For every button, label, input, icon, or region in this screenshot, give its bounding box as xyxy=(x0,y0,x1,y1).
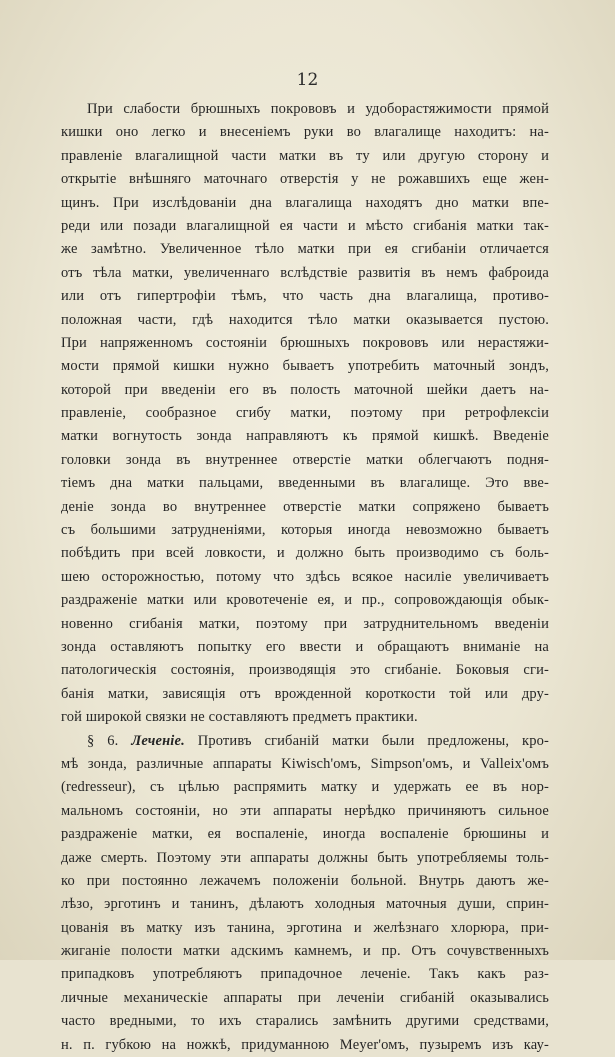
section-number: § 6. xyxy=(87,732,119,749)
text-line: побѣдить при всей ловкости, и должно быть производимо съ боль- xyxy=(61,545,549,562)
text-line: тіемъ дна матки пальцами, введенными въ влагалище. Это вве- xyxy=(61,475,549,492)
text-line: матки вогнутость зонда направляютъ къ прямой кишкѣ. Введеніе xyxy=(61,428,549,445)
text-line: мости прямой кишки нужно бываетъ употребить маточный зондъ, xyxy=(61,358,549,375)
text-line: реди или позади влагалищной ея части и мѣсто сгибанія матки так- xyxy=(61,217,549,234)
text-line: (redresseur), съ цѣлью распрямить матку и удержать ее въ нор- xyxy=(61,779,549,796)
text-line: деніе зонда во внутреннее отверстіе матки сопряжено бываетъ xyxy=(61,498,549,515)
text-line: личные механическіе аппараты при леченіи сгибаній оказывались xyxy=(61,989,549,1006)
text-line: раздраженіе матки или кровотеченіе ея, и пр., сопровождающія обык- xyxy=(61,592,549,609)
text-line: новенно сгибанія матки, поэтому при затруднительномъ введеніи xyxy=(61,615,549,632)
text-line: правленіе влагалищной части матки въ ту или другую сторону и xyxy=(61,147,549,164)
text-line: открытіе внѣшняго маточнаго отверстія у не рожавшихъ еще жен- xyxy=(61,171,549,188)
text-line-rest: Противъ сгибаній матки были предложены, кро- xyxy=(197,732,549,749)
text-line: н. п. губкою на ножкѣ, придуманною Meyer'омъ, пузыремъ изъ кау- xyxy=(61,1036,549,1053)
text-line: отъ тѣла матки, увеличеннаго вслѣдствіе развитія въ немъ фаброида xyxy=(61,264,549,281)
text-line: которой при введеніи его въ полость маточной шейки даетъ на- xyxy=(61,381,549,398)
text-line: правленіе, сообразное сгибу матки, поэтому при ретрофлексіи xyxy=(61,405,549,422)
text-line: шею осторожностью, потому что здѣсь всякое насиліе увеличиваетъ xyxy=(61,568,549,585)
body-text xyxy=(61,98,549,1057)
text-line: патологическія состоянія, производящія это сгибаніе. Боковыя сги- xyxy=(61,662,549,679)
section-heading: Леченіе. xyxy=(131,732,185,749)
text-line: же замѣтно. Увеличенное тѣло матки при ея сгибаніи отличается xyxy=(61,241,549,258)
text-line: мѣ зонда, различные аппараты Kiwisch'омъ, Simpson'омъ, и Valleix'омъ xyxy=(61,755,549,772)
paragraph-diagnosis xyxy=(61,98,549,730)
text-line: или отъ гипертрофіи тѣмъ, что часть дна влагалища, противо- xyxy=(61,288,549,305)
text-line: При слабости брюшныхъ покрововъ и удоборастяжимости прямой xyxy=(87,101,549,117)
text-line: съ большими затрудненіями, которыя иногда невозможно бываетъ xyxy=(61,522,549,539)
text-line: часто вредными, то ихъ старались замѣнить другими средствами, xyxy=(61,1013,549,1030)
text-line: цованія въ матку изъ танина, эрготина и желѣзнаго хлорюра, при- xyxy=(61,919,549,936)
text-line: раздраженіе матки, ея воспаленіе, иногда воспаленіе брюшины и xyxy=(61,826,549,843)
text-line: головки зонда въ внутреннее отверстіе матки облегчаютъ подня- xyxy=(61,451,549,468)
text-line: банія матки, зависящія отъ врожденной короткости той или дру- xyxy=(61,685,549,702)
text-line xyxy=(61,730,549,753)
text-line: даже смерть. Поэтому эти аппараты должны быть употребляемы толь- xyxy=(61,849,549,866)
text-line: положная части, гдѣ находится тѣло матки оказывается пустою. xyxy=(61,311,549,328)
text-line: При напряженномъ состояніи брюшныхъ покрововъ или нерастяжи- xyxy=(61,334,549,351)
text-line: лѣзо, эрготинъ и танинъ, дѣлаютъ холодныя маточныя души, сприн- xyxy=(61,896,549,913)
text-line: щинъ. При изслѣдованіи дна влагалища находятъ дно матки впе- xyxy=(61,194,549,211)
page-number: 12 xyxy=(296,70,319,90)
text-line: гой широкой связки не составляютъ предметъ практики. xyxy=(61,709,418,726)
paragraph-treatment xyxy=(61,730,549,1057)
text-line: жиганіе полости матки адскимъ камнемъ, и пр. Отъ сочувственныхъ xyxy=(61,943,549,960)
text-line: припадковъ употребляютъ припадочное леченіе. Такъ какъ раз- xyxy=(61,966,549,983)
text-line: мальномъ состояніи, но эти аппараты нерѣдко причиняютъ сильное xyxy=(61,802,549,819)
text-line: зонда оставляютъ попытку его ввести и обращаютъ вниманіе на xyxy=(61,638,549,655)
text-line: кишки оно легко и внесеніемъ руки во влагалище находитъ: на- xyxy=(61,124,549,141)
text-line: ко при постоянно лежачемъ положеніи больной. Внутрь даютъ же- xyxy=(61,872,549,889)
